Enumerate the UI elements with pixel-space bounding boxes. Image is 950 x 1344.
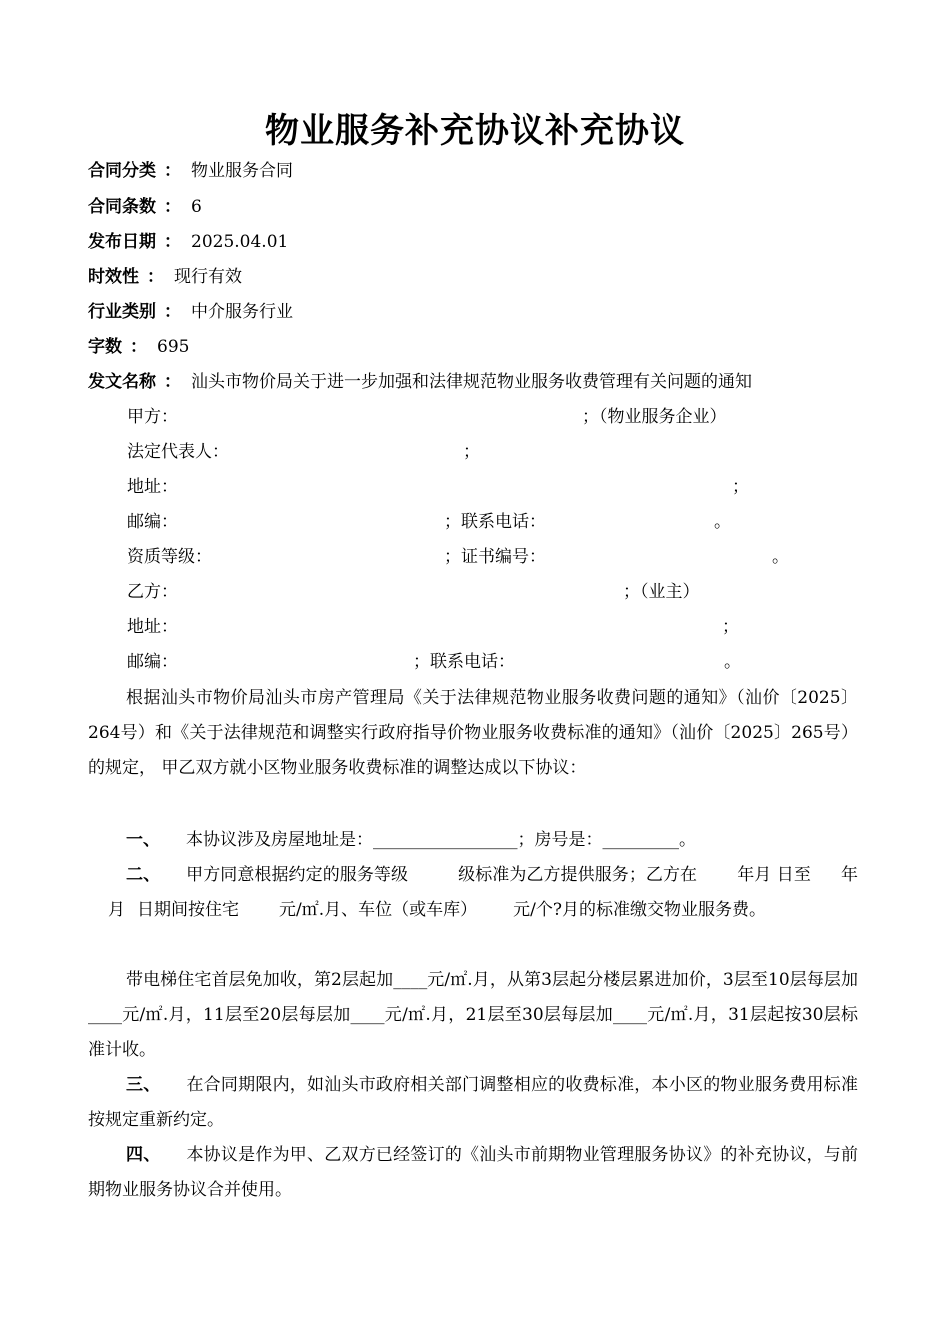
- clause-2-text-f: 月: [108, 900, 125, 920]
- meta-row-clause-count: [88, 194, 202, 220]
- party-a-address-label: 地址：: [127, 477, 178, 497]
- meta-row-category: [88, 158, 293, 184]
- meta-row-industry: [88, 299, 293, 325]
- clause-2: [88, 858, 858, 928]
- clause-2-text-h: 元/㎡.月、车位（或车库）: [279, 900, 478, 920]
- meta-key: 字数: [88, 337, 122, 357]
- clause-2-text-c: 年: [737, 865, 755, 885]
- meta-key: 行业类别: [88, 302, 156, 322]
- meta-value: 695: [157, 337, 190, 357]
- clause-2-text-a: 甲方同意根据约定的服务等级: [186, 865, 409, 885]
- meta-separator: ：: [130, 337, 147, 357]
- meta-key: 发文名称: [88, 372, 156, 392]
- meta-value: 6: [191, 197, 202, 217]
- clause-3: [88, 1068, 858, 1138]
- party-b-type: ；（业主）: [623, 582, 700, 602]
- meta-separator: ：: [164, 372, 181, 392]
- meta-row-word-count: [88, 334, 189, 360]
- clause-2-text-e: 年: [840, 865, 859, 885]
- party-b-zip-label: 邮编：: [127, 652, 178, 672]
- meta-key: 发布日期: [88, 232, 156, 252]
- clause-2-text-g: 日期间按住宅: [137, 900, 239, 920]
- party-a-phone-end: 。: [714, 512, 731, 532]
- party-b-phone-label: ；联系电话：: [413, 652, 515, 672]
- clause-3-number: 三、: [126, 1075, 161, 1095]
- meta-separator: ：: [164, 302, 181, 322]
- meta-row-validity: [88, 264, 242, 290]
- party-a-address-end: ；: [732, 477, 749, 497]
- clause-3-text: 在合同期限内，如汕头市政府相关部门调整相应的收费标准，本小区的物业服务费用标准按规定重新约定。: [88, 1075, 859, 1130]
- party-a-phone-label: ；联系电话：: [444, 512, 546, 532]
- clause-1-number: 一、: [126, 830, 160, 850]
- clause-1: [88, 823, 858, 858]
- clause-4-number: 四、: [126, 1145, 161, 1165]
- clause-2-text-d: 月 日至: [754, 865, 811, 885]
- meta-value: 物业服务合同: [191, 161, 293, 181]
- party-a-zip-label: 邮编：: [127, 512, 178, 532]
- meta-value: 中介服务行业: [191, 302, 293, 322]
- meta-key: 合同分类: [88, 161, 156, 181]
- intro-paragraph: 根据汕头市物价局汕头市房产管理局《关于法律规范物业服务收费问题的通知》（汕价〔2025〕264号）和《关于法律规范和调整实行政府指导价物业服务收费标准的通知》（汕价〔2025〕265号）的规定， 甲乙双方就小区物业服务收费标准的调整达成以下协议：: [88, 688, 858, 778]
- certificate-label: ；证书编号：: [444, 547, 546, 567]
- meta-key: 时效性: [88, 267, 139, 287]
- qualification-label: 资质等级：: [127, 547, 212, 567]
- clause-4-text: 本协议是作为甲、乙双方已经签订的《汕头市前期物业管理服务协议》的补充协议，与前期物业服务协议合并使用。: [88, 1145, 859, 1200]
- meta-separator: ：: [164, 197, 181, 217]
- meta-row-document-name: [88, 369, 752, 395]
- meta-value: 2025.04.01: [191, 232, 289, 252]
- document-title: 物业服务补充协议补充协议: [265, 111, 685, 151]
- party-b-address-label: 地址：: [127, 617, 178, 637]
- meta-value: 汕头市物价局关于进一步加强和法律规范物业服务收费管理有关问题的通知: [191, 372, 752, 392]
- meta-separator: ：: [147, 267, 164, 287]
- meta-separator: ：: [164, 232, 181, 252]
- party-a-label: 甲方：: [127, 407, 178, 427]
- meta-value: 现行有效: [174, 267, 242, 287]
- party-a-type: ；（物业服务企业）: [582, 407, 727, 427]
- clause-2-text-i: 元/个?月的标准缴交物业服务费。: [513, 900, 766, 920]
- party-b-label: 乙方：: [127, 582, 178, 602]
- meta-key: 合同条数: [88, 197, 156, 217]
- legal-rep-end: ；: [463, 442, 480, 462]
- clause-2-number: 二、: [126, 865, 161, 885]
- clause-1-text: 本协议涉及房屋地址是：_________________；房号是：_________。: [186, 830, 696, 850]
- clause-4: [88, 1138, 858, 1208]
- elevator-fee-paragraph: 带电梯住宅首层免加收，第2层起加____元/㎡.月，从第3层起分楼层累进加价，3层至10层每层加____元/㎡.月，11层至20层每层加____元/㎡.月，21层至30层每层加____元/㎡.月，31层起按30层标准计收。: [88, 970, 858, 1060]
- party-b-address-end: ；: [722, 617, 739, 637]
- clause-2-text-b: 级标准为乙方提供服务；乙方在: [458, 865, 698, 885]
- meta-separator: ：: [164, 161, 181, 181]
- meta-row-publish-date: [88, 229, 288, 255]
- legal-rep-label: 法定代表人：: [127, 442, 229, 462]
- party-b-phone-end: 。: [724, 652, 741, 672]
- certificate-end: 。: [772, 547, 789, 567]
